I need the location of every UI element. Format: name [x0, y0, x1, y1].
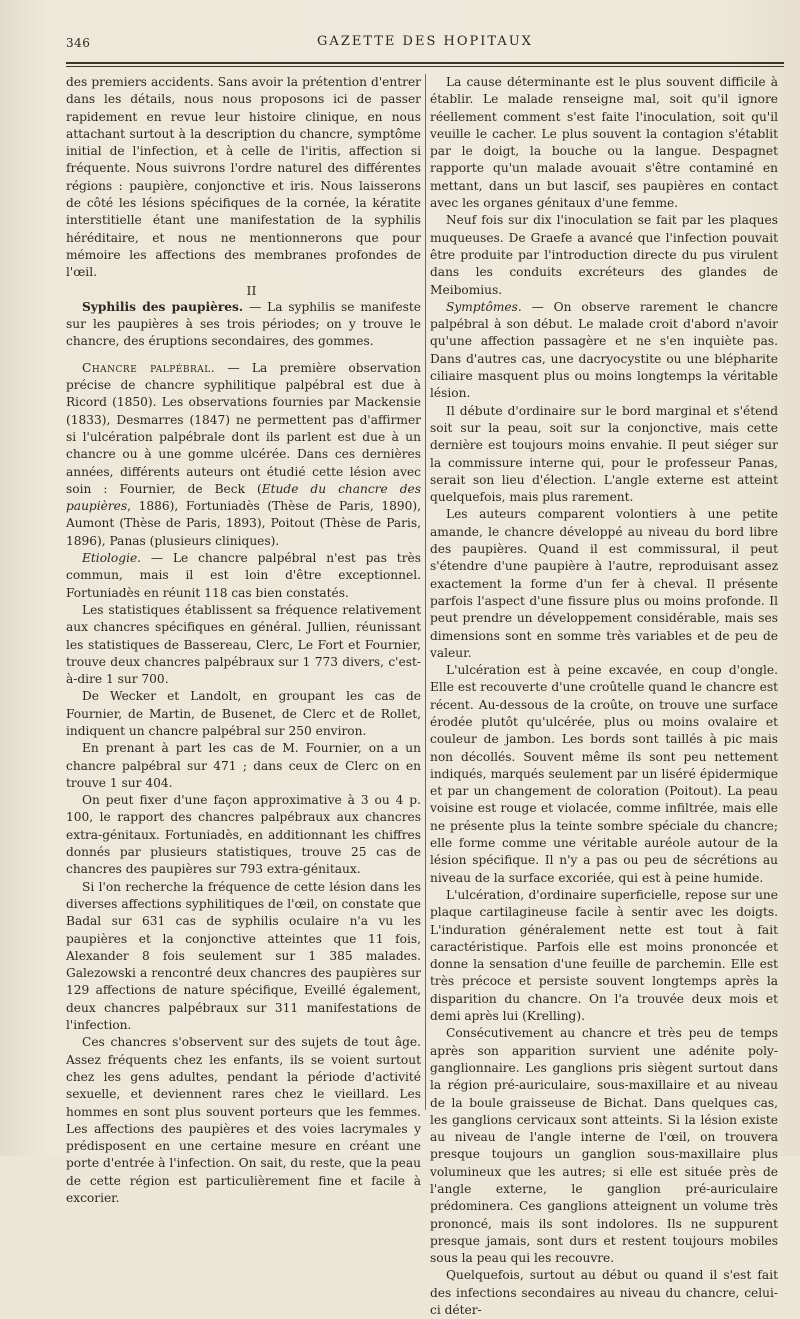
paragraph-ulceration: L'ulcération est à peine excavée, en coup d'ongle. Elle est recouverte d'une croûtelle quand le chancre est récent. Au-dessous de la croûte, on trouve une surface érodée plutôt qu'ulcérée, plus ou moins ovalaire et couleur de jambon. Les bords sont taillés à pic mais non décollés. Souvent même ils sont peu nettement indiqués, marqués seulement par un liséré épidermique et par un changement de coloration (Poitout). La peau voisine est rouge et violacée, comme infiltrée, mais elle ne présente plus la teinte sombre spéciale du chancre; elle forme comme une véritable auréole autour de la lésion spécifique. Il n'y a pas ou peu de sécrétions au niveau de la surface excoriée, qui est à peine humide. [430, 663, 778, 885]
symptomes-label: Symptômes. [446, 299, 522, 314]
paragraph-wecker: De Wecker et Landolt, en groupant les cas de Fournier, de Martin, de Busenet, de Clerc et de Rollet, indiquent un chancre palpébral sur 250 environ. [66, 689, 421, 738]
paragraph-fournier: En prenant à part les cas de M. Fournier, on a un chancre palpébral sur 471 ; dans ceux de Clerc on en trouve 1 sur 404. [66, 741, 421, 790]
column-divider [425, 74, 426, 1110]
paragraph-intro: des premiers accidents. Sans avoir la prétention d'entrer dans les détails, nous nous proposons ici de passer rapidement en revue leur histoire clinique, en nous attachant surtout à la description du chancre, symptôme initial de l'infection, et à celle de l'iritis, affection si fréquente. Nous suivrons l'ordre naturel des différentes régions : paupière, conjonctive et iris. Nous laisserons de côté les lésions spécifiques de la cornée, la kératite interstitielle étant une manifestation de la syphilis héréditaire, et nous ne mentionnerons que pour mémoire les affections des membranes profondes de l'œil. [66, 75, 421, 280]
paragraph-debute: Il débute d'ordinaire sur le bord marginal et s'étend soit sur la peau, soit sur la conjonctive, mais cette dernière est toujours moins envahie. Il peut siéger sur la commissure interne qui, pour le professeur Panas, serait son lieu d'élection. L'angle externe est atteint quelquefois, mais plus rarement. [430, 403, 778, 505]
paragraph-cause: La cause déterminante est le plus souvent difficile à établir. Le malade renseigne mal, soit qu'il ignore réellement comment s'est faite l'inoculation, soit qu'il veuille le cacher. Le plus souvent la contagion s'établit par le doigt, la bouche ou la langue. Despagnet rapporte qu'un malade avouait s'être contaminé en mettant, dans un but lascif, ses paupières en contact avec les organes génitaux d'une femme. [430, 75, 778, 211]
section-number: II [246, 282, 257, 298]
section-title: Syphilis des paupières. [82, 299, 244, 314]
chancre-citation-title: Etude du chancre des paupières [66, 481, 421, 514]
paragraph-age: Ces chancres s'observent sur des sujets de tout âge. Assez fréquents chez les enfants, ils se voient surtout chez les gens adultes, pendant la période d'activité sexuelle, et deviennent rares chez le vieillard. Les hommes en sont plus souvent porteurs que les femmes. Les affections des paupières et des voies lacrymales y prédisposent en une certaine mesure en créant une porte d'entrée à l'infection. On sait, du reste, que la peau de cette région est particulièrement fine et facile à excorier. [66, 1035, 421, 1205]
paragraph-rapport: On peut fixer d'une façon approximative à 3 ou 4 p. 100, le rapport des chancres palpébraux aux chancres extra-génitaux. Fortuniadès, en additionnant les chiffres donnés par plusieurs statistiques, trouve 25 cas de chancres des paupières sur 793 extra-génitaux. [66, 793, 421, 877]
header-rule-thin [66, 66, 784, 67]
chancre-heading: Chancre palpébral. [82, 360, 216, 375]
symptomes-text: — On observe rarement le chancre palpébral à son début. Le malade croit d'abord n'avoir qu'une affection passagère et ne s'en inquiète pas. Dans d'autres cas, une dacryocystite ou une blépharite ciliaire masquent plus ou moins longtemps la véritable lésion. [430, 299, 778, 401]
running-title: GAZETTE DES HOPITAUX [317, 34, 533, 49]
page-number: 346 [66, 36, 91, 50]
right-column [430, 74, 778, 1319]
paragraph-symptomes [430, 299, 778, 403]
chancre-text-1: — La première observation précise de chancre syphilitique palpébral est due à Ricord (1850). Les observations fournies par Mackensie (1833), Desmarres (1847) ne permettent pas d'affirmer si l'ulcération palpébrale dont ils parlent est due à un chancre ou à une gomme ulcérée. Dans ces dernières années, différents auteurs ont étudié cette lésion avec soin : Fournier, de Beck ( [66, 360, 421, 496]
left-column [66, 74, 421, 1207]
paragraph-quelquefois: Quelquefois, surtout au début ou quand il s'est fait des infections secondaires au niveau du chancre, celui-ci déter- [430, 1268, 778, 1318]
paragraph-section [66, 299, 421, 351]
paragraph-frequence: Si l'on recherche la fréquence de cette lésion dans les diverses affections syphilitiques de l'œil, on constate que Badal sur 631 cas de syphilis oculaire n'a vu les paupières et la conjonctive atteintes que 11 fois, Alexander 8 fois seulement sur 1 385 malades. Galezowski a rencontré deux chancres des paupières sur 129 affections de nature spécifique, Eveillé également, deux chancres palpébraux sur 311 manifestations de l'infection. [66, 879, 421, 1033]
paragraph-auteurs: Les auteurs comparent volontiers à une petite amande, le chancre développé au niveau du bord libre des paupières. Quand il est commissural, il peut s'étendre d'une paupière à l'autre, reproduisant assez exactement la forme d'un fer à cheval. Il présente parfois l'aspect d'une fissure plus ou moins profonde. Il peut prendre un développement considérable, mais ses dimensions sont en somme très variables et de peu de valeur. [430, 507, 778, 660]
chancre-text-2: , 1886), Fortuniadès (Thèse de Paris, 1890), Aumont (Thèse de Paris, 1893), Poitout (Thèse de Paris, 1896), Panas (plusieurs cliniques). [66, 499, 421, 548]
page-header [66, 34, 784, 56]
etiologie-text: — Le chancre palpébral n'est pas très commun, mais il est loin d'être exceptionnel. Fortuniadès en réunit 118 cas bien constatés. [66, 551, 421, 600]
section-text: — La syphilis se manifeste sur les paupières à ses trois périodes; on y trouve le chancre, des éruptions secondaires, des gommes. [66, 299, 421, 349]
paragraph-statistiques: Les statistiques établissent sa fréquence relativement aux chancres spécifiques en général. Jullien, réunissant les statistiques de Bassereau, Clerc, Le Fort et Fournier, trouve deux chancres palpébraux sur 1 773 divers, c'est-à-dire 1 sur 700. [66, 602, 421, 687]
etiologie-label: Etiologie. [82, 551, 142, 566]
paragraph-chancre [66, 360, 421, 550]
paragraph-consecutivement: Consécutivement au chancre et très peu de temps après son apparition survient une adénite poly-ganglionnaire. Les ganglions pris siègent surtout dans la région pré-auriculaire, sous-maxillaire et au niveau de la boule graisseuse de Bichat. Dans quelques cas, les ganglions cervicaux sont atteints. Si la lésion existe au niveau de l'angle interne de l'œil, on trouvera presque toujours un ganglion sous-maxillaire plus volumineux que les autres; si elle est située près de l'angle externe, le ganglion pré-auriculaire prédominera. Ces ganglions atteignent un volume très prononcé, mais ils sont indolores. Ils ne suppurent presque jamais, sont durs et restent toujours mobiles sous la peau qui les recouvre. [430, 1026, 778, 1266]
header-rule [66, 62, 784, 64]
paragraph-etiologie [66, 550, 421, 602]
paragraph-ulceration-superficielle: L'ulcération, d'ordinaire superficielle, repose sur une plaque cartilagineuse facile à sentir avec les doigts. L'induration généralement nette est tout à fait caractéristique. Parfois elle est moins prononcée et donne la sensation d'une feuille de parchemin. Elle est très précoce et persiste souvent longtemps après la disparition du chancre. On l'a trouvée deux mois et demi après lui (Krelling). [430, 887, 778, 1024]
paragraph-neuf-fois: Neuf fois sur dix l'inoculation se fait par les plaques muqueuses. De Graefe a avancé que l'infection pouvait être produite par l'introduction directe du pus virulent dans les conduits excréteurs des glandes de Meibomius. [430, 213, 778, 297]
